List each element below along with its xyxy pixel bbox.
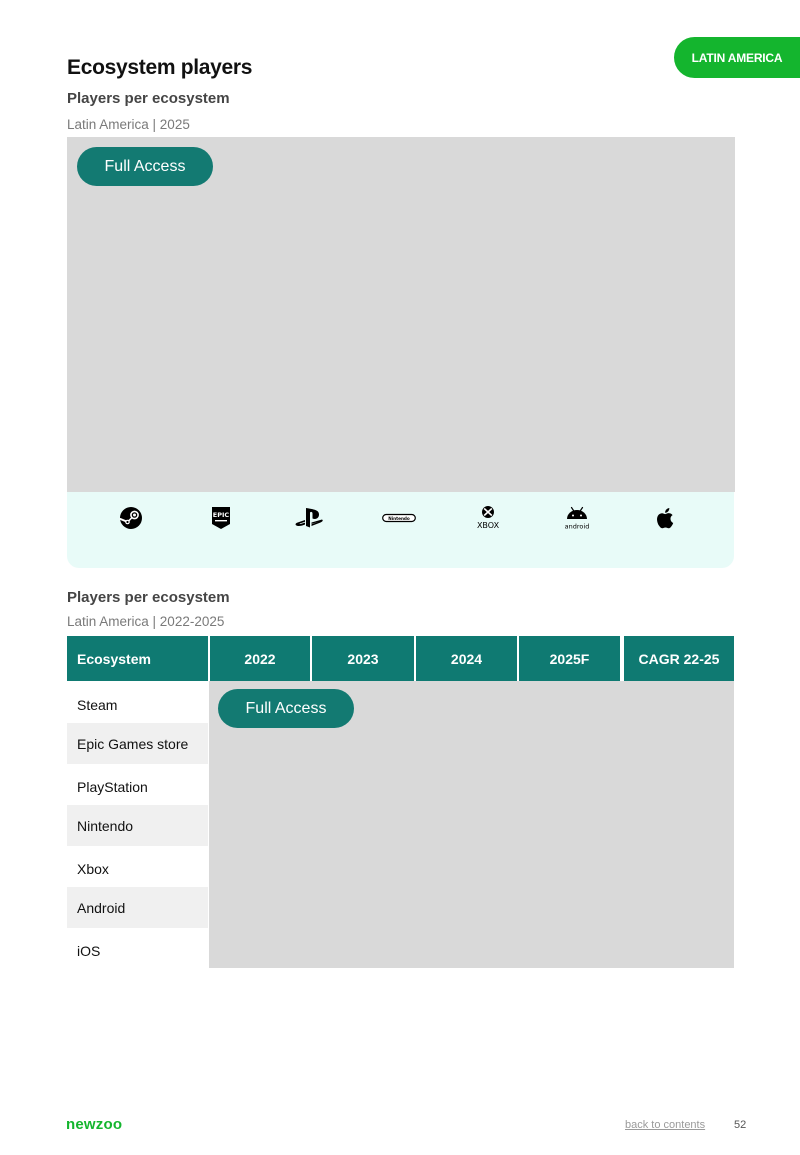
- section-subtitle-players-2025: Latin America | 2025: [67, 117, 190, 132]
- xbox-icon-label: XBOX: [476, 521, 500, 530]
- page-number: 52: [734, 1119, 747, 1131]
- android-icon-label: android: [564, 522, 590, 531]
- region-tag: LATIN AMERICA: [674, 37, 800, 78]
- table-row-ios: iOS: [77, 942, 101, 959]
- table-row-xbox: Xbox: [77, 860, 109, 877]
- table-header: [67, 636, 734, 681]
- page-title: Ecosystem players: [67, 56, 253, 79]
- nintendo-icon: [375, 504, 423, 532]
- xbox-icon: [464, 504, 512, 532]
- header-2023: 2023: [312, 636, 414, 681]
- section-title-players-2022-2025: Players per ecosystem: [67, 589, 230, 606]
- table-row-android: Android: [67, 887, 208, 928]
- full-access-button-table[interactable]: Full Access: [218, 689, 354, 728]
- header-ecosystem: Ecosystem: [67, 636, 208, 681]
- table-row-epic: Epic Games store: [67, 723, 208, 764]
- back-to-contents-link[interactable]: back to contents: [625, 1119, 706, 1131]
- epic-games-icon: [197, 504, 245, 532]
- nintendo-icon-label: Nintendo: [388, 516, 410, 522]
- table-row-playstation: PlayStation: [77, 778, 148, 795]
- header-2024: 2024: [416, 636, 517, 681]
- table-row-nintendo: Nintendo: [67, 805, 208, 846]
- playstation-icon: [285, 504, 333, 532]
- header-2025f: 2025F: [519, 636, 620, 681]
- header-2022: 2022: [210, 636, 310, 681]
- header-cagr: CAGR 22-25: [624, 636, 734, 681]
- epic-games-icon-label: EPIC: [212, 511, 230, 519]
- ecosystem-logo-strip: [67, 492, 734, 568]
- section-title-players-2025: Players per ecosystem: [67, 90, 230, 107]
- steam-icon: [107, 504, 155, 532]
- section-subtitle-players-2022-2025: Latin America | 2022-2025: [67, 614, 225, 629]
- apple-icon: [642, 504, 690, 532]
- locked-chart-area: [67, 137, 735, 492]
- full-access-button[interactable]: Full Access: [77, 147, 213, 186]
- locked-table-data: [209, 681, 734, 968]
- android-icon: [553, 504, 601, 532]
- newzoo-logo: newzoo: [66, 1116, 123, 1133]
- table-row-steam: Steam: [77, 696, 118, 713]
